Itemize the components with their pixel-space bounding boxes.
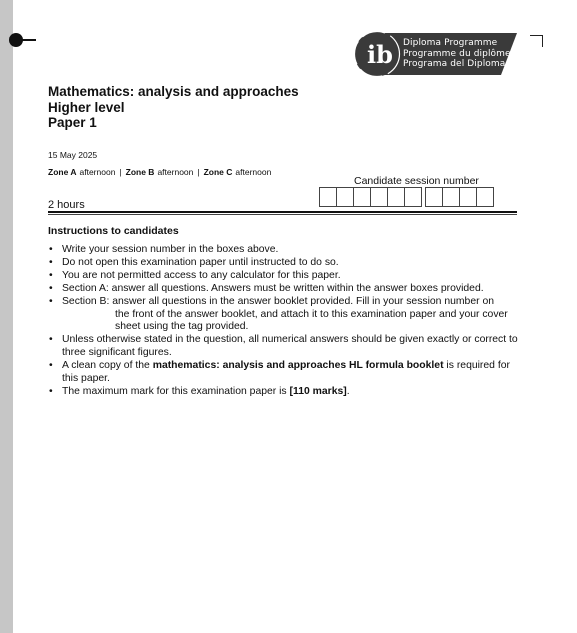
paper-title bbox=[48, 84, 299, 131]
zone-a-label: Zone A bbox=[48, 167, 77, 177]
subject-title: Mathematics: analysis and approaches bbox=[48, 84, 299, 99]
zone-separator: | bbox=[197, 167, 200, 177]
session-digit-box[interactable] bbox=[353, 187, 371, 207]
punch-mark bbox=[22, 39, 36, 41]
ib-logo bbox=[353, 31, 517, 77]
section-b-line-1: Section B: answer all questions in the answer booklet provided. Fill in your session number on bbox=[62, 295, 495, 307]
scanner-binding-edge bbox=[0, 0, 13, 633]
candidate-session-boxes bbox=[320, 187, 494, 207]
section-b-line-2: the front of the answer booklet, and attach it to this examination paper and your cover bbox=[115, 308, 508, 320]
zone-b-label: Zone B bbox=[125, 167, 155, 177]
session-digit-box[interactable] bbox=[404, 187, 422, 207]
session-digit-box[interactable] bbox=[319, 187, 337, 207]
instruction-item-max-marks bbox=[48, 386, 518, 399]
instruction-item-section-b bbox=[48, 296, 518, 335]
instruction-item: • Do not open this examination paper until instructed to do so. bbox=[48, 257, 518, 270]
instruction-item-formula-booklet bbox=[48, 360, 518, 386]
paper-number: Paper 1 bbox=[48, 115, 97, 130]
max-marks-value: [110 marks] bbox=[289, 385, 347, 397]
session-digit-box[interactable] bbox=[370, 187, 388, 207]
max-marks-pre: The maximum mark for this examination paper is bbox=[62, 385, 290, 397]
instruction-item: • Section A: answer all questions. Answers must be written within the answer boxes provided. bbox=[48, 283, 518, 296]
session-digit-box[interactable] bbox=[336, 187, 354, 207]
candidate-session-label: Candidate session number bbox=[354, 175, 479, 187]
svg-text:ib: ib bbox=[367, 40, 393, 69]
zone-c-label: Zone C bbox=[203, 167, 233, 177]
instructions-list bbox=[48, 244, 518, 399]
booklet-text-pre: A clean copy of the bbox=[62, 360, 153, 372]
zone-c-time: afternoon bbox=[235, 167, 272, 177]
instruction-item: • Write your session number in the boxes above. bbox=[48, 244, 518, 257]
section-b-line-3: sheet using the tag provided. bbox=[115, 321, 249, 333]
booklet-name: mathematics: analysis and approaches HL formula booklet bbox=[152, 360, 444, 372]
punch-hole bbox=[9, 33, 23, 47]
zone-times bbox=[48, 167, 271, 177]
session-digit-box[interactable] bbox=[476, 187, 494, 207]
ib-logo-text bbox=[403, 38, 511, 70]
session-digit-box[interactable] bbox=[442, 187, 460, 207]
zone-separator: | bbox=[119, 167, 122, 177]
corner-crop-mark bbox=[530, 35, 543, 47]
session-digit-box[interactable] bbox=[459, 187, 477, 207]
max-marks-post: . bbox=[346, 385, 350, 397]
zone-a-time: afternoon bbox=[79, 167, 116, 177]
exam-date: 15 May 2025 bbox=[48, 150, 98, 160]
logo-line-2: Programme du diplôme bbox=[403, 48, 511, 59]
header-divider bbox=[48, 211, 517, 213]
instruction-item: • You are not permitted access to any calculator for this paper. bbox=[48, 270, 518, 283]
exam-duration: 2 hours bbox=[48, 199, 85, 211]
header-divider-thin bbox=[48, 214, 517, 215]
booklet-text-post: is required for this paper. bbox=[62, 360, 510, 385]
instruction-item: • Unless otherwise stated in the question, all numerical answers should be given exactly or correct to three significant figures. bbox=[48, 334, 518, 360]
level-title: Higher level bbox=[48, 99, 125, 115]
instructions-heading: Instructions to candidates bbox=[48, 225, 179, 237]
logo-line-1: Diploma Programme bbox=[403, 38, 498, 48]
logo-line-3: Programa del Diploma bbox=[403, 59, 506, 69]
session-digit-box[interactable] bbox=[425, 187, 443, 207]
zone-b-time: afternoon bbox=[157, 167, 194, 177]
session-digit-box[interactable] bbox=[387, 187, 405, 207]
